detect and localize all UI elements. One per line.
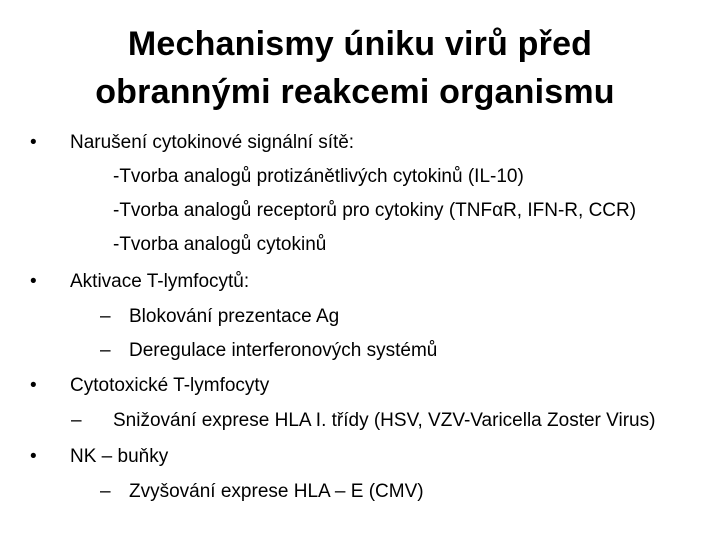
sub-item-text: Deregulace interferonových systémů [129,340,438,361]
list-item-text: Cytotoxické T-lymfocyty [70,375,270,396]
sub-item: -Tvorba analogů protizánětlivých cytokinů (IL-10) [113,166,524,187]
bullet-icon: • [30,375,37,396]
dash-icon: – [100,306,111,327]
list-item-text: Narušení cytokinové signální sítě: [70,132,355,153]
dash-icon: – [71,410,82,431]
sub-item-text: Blokování prezentace Ag [129,306,340,327]
list-item-text: Aktivace T-lymfocytů: [70,271,250,292]
sub-item: -Tvorba analogů cytokinů [113,234,327,255]
sub-item-text: Zvyšování exprese HLA – E (CMV) [129,481,424,502]
bullet-icon: • [30,132,37,153]
list-item-text: NK – buňky [70,446,169,467]
slide-title-line-2: obrannými reakcemi organismu [95,73,615,111]
bullet-icon: • [30,446,37,467]
slide-title [0,20,720,116]
dash-icon: – [100,340,111,361]
sub-item: -Tvorba analogů receptorů pro cytokiny (TNFαR, IFN-R, CCR) [113,200,637,221]
slide-title-line-1: Mechanismy úniku virů před [127,25,593,63]
bullet-icon: • [30,271,37,292]
dash-icon: – [100,481,111,502]
sub-item-text: Snižování exprese HLA I. třídy (HSV, VZV-Varicella Zoster Virus) [113,410,656,431]
